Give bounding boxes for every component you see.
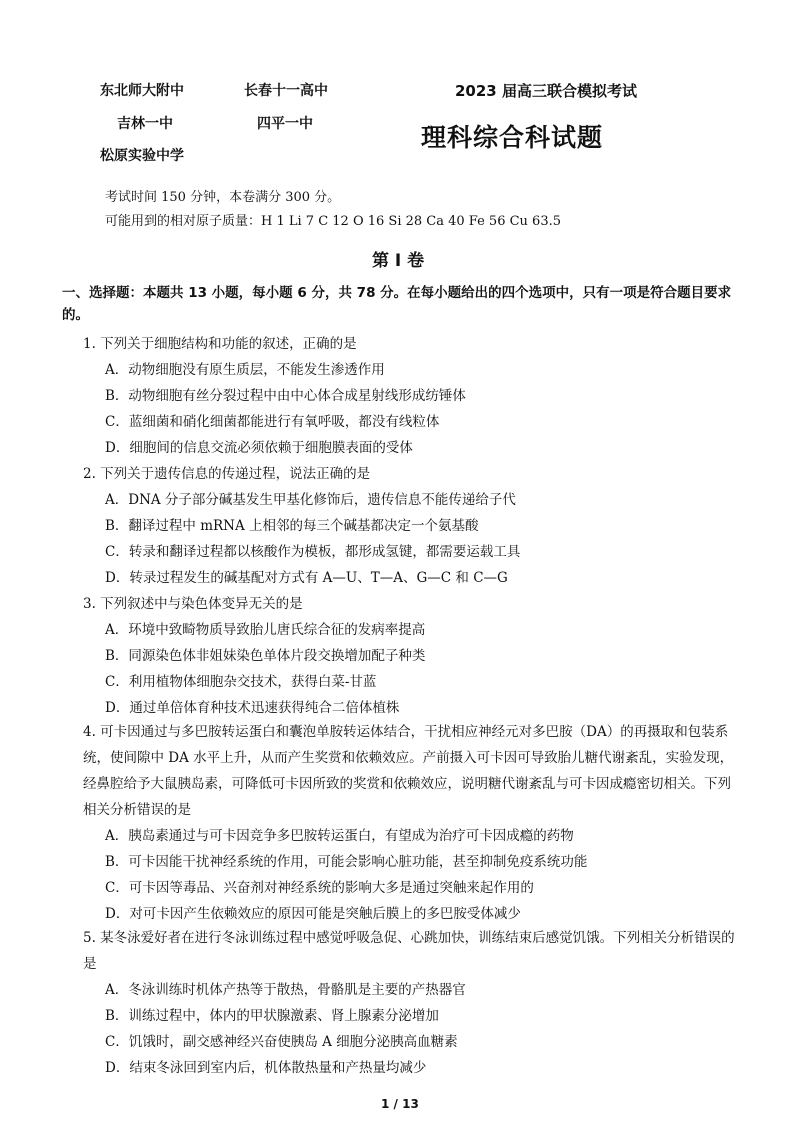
page-number: 1 / 13 xyxy=(381,1097,419,1111)
exam-title: 2023 届高三联合模拟考试 xyxy=(455,82,637,100)
question-2-option-d: D．转录过程发生的碱基配对方式有 A—U、T—A、G—C 和 C—G xyxy=(105,570,508,586)
question-5-option-d: D．结束冬泳回到室内后，机体散热量和产热量均减少 xyxy=(105,1060,427,1076)
question-5-option-c: C．饥饿时，副交感神经兴奋使胰岛 A 细胞分泌胰高血糖素 xyxy=(105,1034,458,1050)
school-name-1: 东北师大附中 xyxy=(100,83,184,99)
question-4-stem: 4. 可卡因通过与多巴胺转运蛋白和囊泡单胺转运体结合，干扰相应神经元对多巴胺（DA）的再摄取和包装系统，使间隙中 DA 水平上升，从而产生奖赏和依赖效应。产前摄入可卡因可导致胎儿糖代谢紊乱，实验发现，经鼻腔给予大鼠胰岛素，可降低可卡因所致的奖赏和依赖效应，说明糖代谢紊乱与可卡因成瘾密切相关。下列相关分析错误的是 xyxy=(83,724,734,818)
subject-title: 理科综合科试题 xyxy=(421,123,604,152)
school-name-3: 吉林一中 xyxy=(117,116,173,132)
question-1-option-a: A．动物细胞没有原生质层，不能发生渗透作用 xyxy=(105,362,385,378)
question-4-option-a: A．胰岛素通过与可卡因竞争多巴胺转运蛋白，有望成为治疗可卡因成瘾的药物 xyxy=(105,828,574,844)
question-4-option-b: B．可卡因能干扰神经系统的作用，可能会影响心脏功能，甚至抑制免疫系统功能 xyxy=(105,854,588,870)
school-name-2: 长春十一高中 xyxy=(244,83,328,99)
question-1-option-b: B．动物细胞有丝分裂过程中由中心体合成星射线形成纺锤体 xyxy=(105,388,466,404)
question-2-option-a: A．DNA 分子部分碱基发生甲基化修饰后，遗传信息不能传递给子代 xyxy=(105,492,516,508)
atomic-mass-info: 可能用到的相对原子质量：H 1 Li 7 C 12 O 16 Si 28 Ca 40 Fe 56 Cu 63.5 xyxy=(105,214,561,229)
question-3-option-a: A．环境中致畸物质导致胎儿唐氏综合征的发病率提高 xyxy=(105,622,426,638)
question-1-option-c: C．蓝细菌和硝化细菌都能进行有氧呼吸，都没有线粒体 xyxy=(105,414,440,430)
exam-time-info: 考试时间 150 分钟，本卷满分 300 分。 xyxy=(105,190,341,205)
question-5-option-a: A．冬泳训练时机体产热等于散热，骨骼肌是主要的产热器官 xyxy=(105,982,466,998)
question-3-option-b: B．同源染色体非姐妹染色单体片段交换增加配子种类 xyxy=(105,648,426,664)
question-1-stem: 1. 下列关于细胞结构和功能的叙述，正确的是 xyxy=(83,336,357,352)
volume-title: 第 I 卷 xyxy=(372,251,425,271)
question-5-stem: 5. 某冬泳爱好者在进行冬泳训练过程中感觉呼吸急促、心跳加快，训练结束后感觉饥饿。下列相关分析错误的是 xyxy=(83,930,735,972)
question-1-option-d: D．细胞间的信息交流必须依赖于细胞膜表面的受体 xyxy=(105,440,413,456)
question-5-option-b: B．训练过程中，体内的甲状腺激素、肾上腺素分泌增加 xyxy=(105,1008,439,1024)
question-2-stem: 2. 下列关于遗传信息的传递过程，说法正确的是 xyxy=(83,466,371,482)
question-4-option-d: D．对可卡因产生依赖效应的原因可能是突触后膜上的多巴胺受体减少 xyxy=(105,906,521,922)
question-2-option-c: C．转录和翻译过程都以核酸作为模板，都形成氢键，都需要运载工具 xyxy=(105,544,521,560)
question-3-stem: 3. 下列叙述中与染色体变异无关的是 xyxy=(83,596,303,612)
question-3-option-c: C．利用植物体细胞杂交技术，获得白菜-甘蓝 xyxy=(105,674,377,690)
school-name-4: 四平一中 xyxy=(257,116,313,132)
section-heading: 一、选择题：本题共 13 小题，每小题 6 分，共 78 分。在每小题给出的四个选项中，只有一项是符合题目要求的。 xyxy=(62,285,732,323)
question-2-option-b: B．翻译过程中 mRNA 上相邻的每三个碱基都决定一个氨基酸 xyxy=(105,518,479,534)
question-4-option-c: C．可卡因等毒品、兴奋剂对神经系统的影响大多是通过突触来起作用的 xyxy=(105,880,534,896)
question-3-option-d: D．通过单倍体育种技术迅速获得纯合二倍体植株 xyxy=(105,700,400,716)
school-name-5: 松原实验中学 xyxy=(100,148,184,164)
